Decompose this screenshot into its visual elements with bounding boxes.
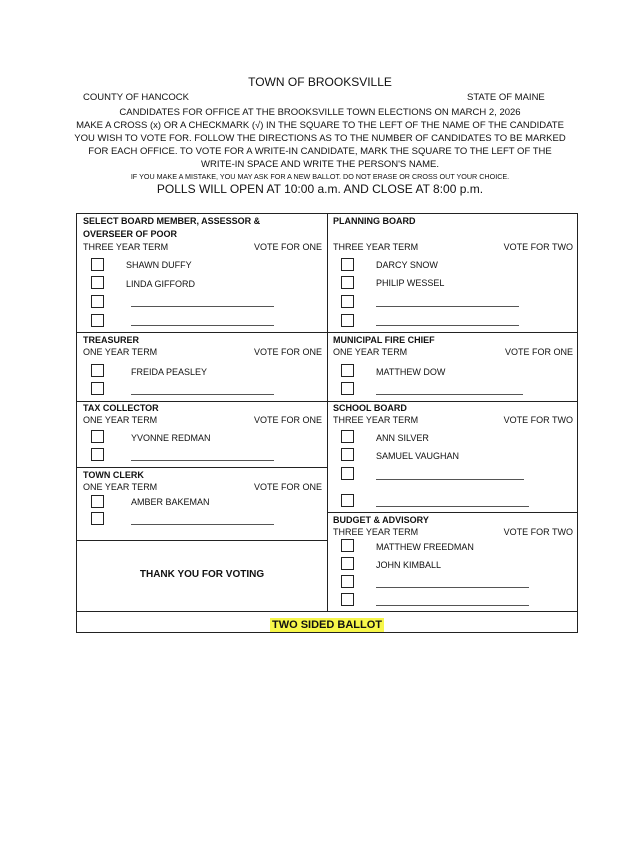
- term-label: ONE YEAR TERM: [83, 482, 158, 492]
- instruction-line-4: FOR EACH OFFICE. TO VOTE FOR A WRITE-IN CANDIDATE, MARK THE SQUARE TO THE LEFT OF THE: [88, 146, 552, 157]
- candidate-name: MATTHEW DOW: [376, 367, 446, 377]
- vote-checkbox[interactable]: [341, 258, 354, 271]
- county-label: COUNTY OF HANCOCK: [83, 92, 189, 103]
- polls-hours: POLLS WILL OPEN AT 10:00 a.m. AND CLOSE AT 8:00 p.m.: [156, 182, 484, 196]
- write-in-checkbox[interactable]: [341, 382, 354, 395]
- candidate-name: SAMUEL VAUGHAN: [376, 451, 460, 461]
- vote-instruction: VOTE FOR ONE: [504, 347, 573, 357]
- write-in-checkbox[interactable]: [341, 494, 354, 507]
- town-title: TOWN OF BROOKSVILLE: [248, 75, 392, 89]
- instruction-line-2: MAKE A CROSS (x) OR A CHECKMARK (√) IN THE SQUARE TO THE LEFT OF THE NAME OF THE CANDIDATE: [76, 120, 564, 131]
- write-in-line[interactable]: [376, 394, 523, 395]
- term-label: ONE YEAR TERM: [83, 415, 158, 425]
- write-in-line[interactable]: [376, 479, 524, 480]
- term-label: THREE YEAR TERM: [333, 527, 419, 537]
- write-in-checkbox[interactable]: [341, 295, 354, 308]
- vote-instruction: VOTE FOR TWO: [503, 527, 573, 537]
- section-title: TAX COLLECTOR: [83, 403, 159, 413]
- section-title: SCHOOL BOARD: [333, 403, 407, 413]
- write-in-line[interactable]: [376, 605, 529, 606]
- candidate-name: MATTHEW FREEDMAN: [376, 542, 474, 552]
- write-in-line[interactable]: [376, 325, 519, 326]
- write-in-checkbox[interactable]: [91, 295, 104, 308]
- candidate-name: ANN SILVER: [376, 433, 429, 443]
- write-in-line[interactable]: [131, 325, 274, 326]
- vote-instruction: VOTE FOR ONE: [253, 242, 322, 252]
- write-in-checkbox[interactable]: [341, 575, 354, 588]
- vote-checkbox[interactable]: [341, 430, 354, 443]
- write-in-checkbox[interactable]: [341, 467, 354, 480]
- write-in-line[interactable]: [376, 306, 519, 307]
- term-label: THREE YEAR TERM: [83, 242, 169, 252]
- vote-checkbox[interactable]: [91, 276, 104, 289]
- two-sided-notice: TWO SIDED BALLOT: [272, 619, 382, 631]
- candidate-name: AMBER BAKEMAN: [131, 497, 210, 507]
- section-title: BUDGET & ADVISORY: [333, 515, 429, 525]
- candidate-name: SHAWN DUFFY: [126, 260, 192, 270]
- instruction-line-3: YOU WISH TO VOTE FOR. FOLLOW THE DIRECTIONS AS TO THE NUMBER OF CANDIDATES TO BE MARKED: [74, 133, 566, 144]
- instruction-line-1: CANDIDATES FOR OFFICE AT THE BROOKSVILLE TOWN ELECTIONS ON MARCH 2, 2026: [119, 107, 521, 118]
- section-title: PLANNING BOARD: [333, 216, 416, 226]
- write-in-checkbox[interactable]: [91, 382, 104, 395]
- section-title: TOWN CLERK: [83, 470, 144, 480]
- divider: [77, 540, 327, 541]
- term-label: ONE YEAR TERM: [83, 347, 158, 357]
- candidate-name: JOHN KIMBALL: [376, 560, 442, 570]
- write-in-checkbox[interactable]: [91, 314, 104, 327]
- candidate-name: FREIDA PEASLEY: [131, 367, 208, 377]
- candidate-name: DARCY SNOW: [376, 260, 438, 270]
- term-label: THREE YEAR TERM: [333, 242, 419, 252]
- write-in-line[interactable]: [376, 587, 529, 588]
- write-in-line[interactable]: [131, 460, 274, 461]
- section-title: SELECT BOARD MEMBER, ASSESSOR &: [83, 216, 261, 226]
- section-title: MUNICIPAL FIRE CHIEF: [333, 335, 435, 345]
- vote-checkbox[interactable]: [341, 276, 354, 289]
- vote-checkbox[interactable]: [91, 258, 104, 271]
- write-in-checkbox[interactable]: [91, 448, 104, 461]
- vote-checkbox[interactable]: [91, 430, 104, 443]
- write-in-checkbox[interactable]: [91, 512, 104, 525]
- thank-you-message: THANK YOU FOR VOTING: [139, 569, 265, 580]
- candidate-name: YVONNE REDMAN: [131, 433, 211, 443]
- candidate-name: LINDA GIFFORD: [126, 279, 196, 289]
- write-in-line[interactable]: [131, 394, 274, 395]
- vote-checkbox[interactable]: [341, 557, 354, 570]
- vote-instruction: VOTE FOR TWO: [503, 242, 573, 252]
- vote-instruction: VOTE FOR ONE: [253, 415, 322, 425]
- section-title: OVERSEER OF POOR: [83, 229, 178, 239]
- ballot-grid: [76, 213, 578, 633]
- divider: [327, 332, 577, 333]
- write-in-checkbox[interactable]: [341, 593, 354, 606]
- write-in-checkbox[interactable]: [341, 314, 354, 327]
- divider: [77, 332, 327, 333]
- term-label: ONE YEAR TERM: [333, 347, 408, 357]
- section-title: TREASURER: [83, 335, 140, 345]
- write-in-line[interactable]: [131, 524, 274, 525]
- state-label: STATE OF MAINE: [467, 92, 545, 103]
- write-in-line[interactable]: [376, 506, 529, 507]
- ballot-footer: [77, 611, 577, 633]
- vote-checkbox[interactable]: [341, 448, 354, 461]
- mistake-note: IF YOU MAKE A MISTAKE, YOU MAY ASK FOR A NEW BALLOT. DO NOT ERASE OR CROSS OUT YOUR CHOICE.: [130, 172, 510, 181]
- vote-instruction: VOTE FOR ONE: [253, 482, 322, 492]
- write-in-line[interactable]: [131, 306, 274, 307]
- vote-checkbox[interactable]: [91, 495, 104, 508]
- candidate-name: PHILIP WESSEL: [376, 278, 445, 288]
- column-divider: [327, 214, 328, 611]
- vote-checkbox[interactable]: [91, 364, 104, 377]
- vote-instruction: VOTE FOR ONE: [253, 347, 322, 357]
- vote-checkbox[interactable]: [341, 539, 354, 552]
- vote-checkbox[interactable]: [341, 364, 354, 377]
- divider: [77, 467, 327, 468]
- divider: [327, 512, 577, 513]
- vote-instruction: VOTE FOR TWO: [503, 415, 573, 425]
- instruction-line-5: WRITE-IN SPACE AND WRITE THE PERSON'S NAME.: [201, 159, 439, 170]
- term-label: THREE YEAR TERM: [333, 415, 419, 425]
